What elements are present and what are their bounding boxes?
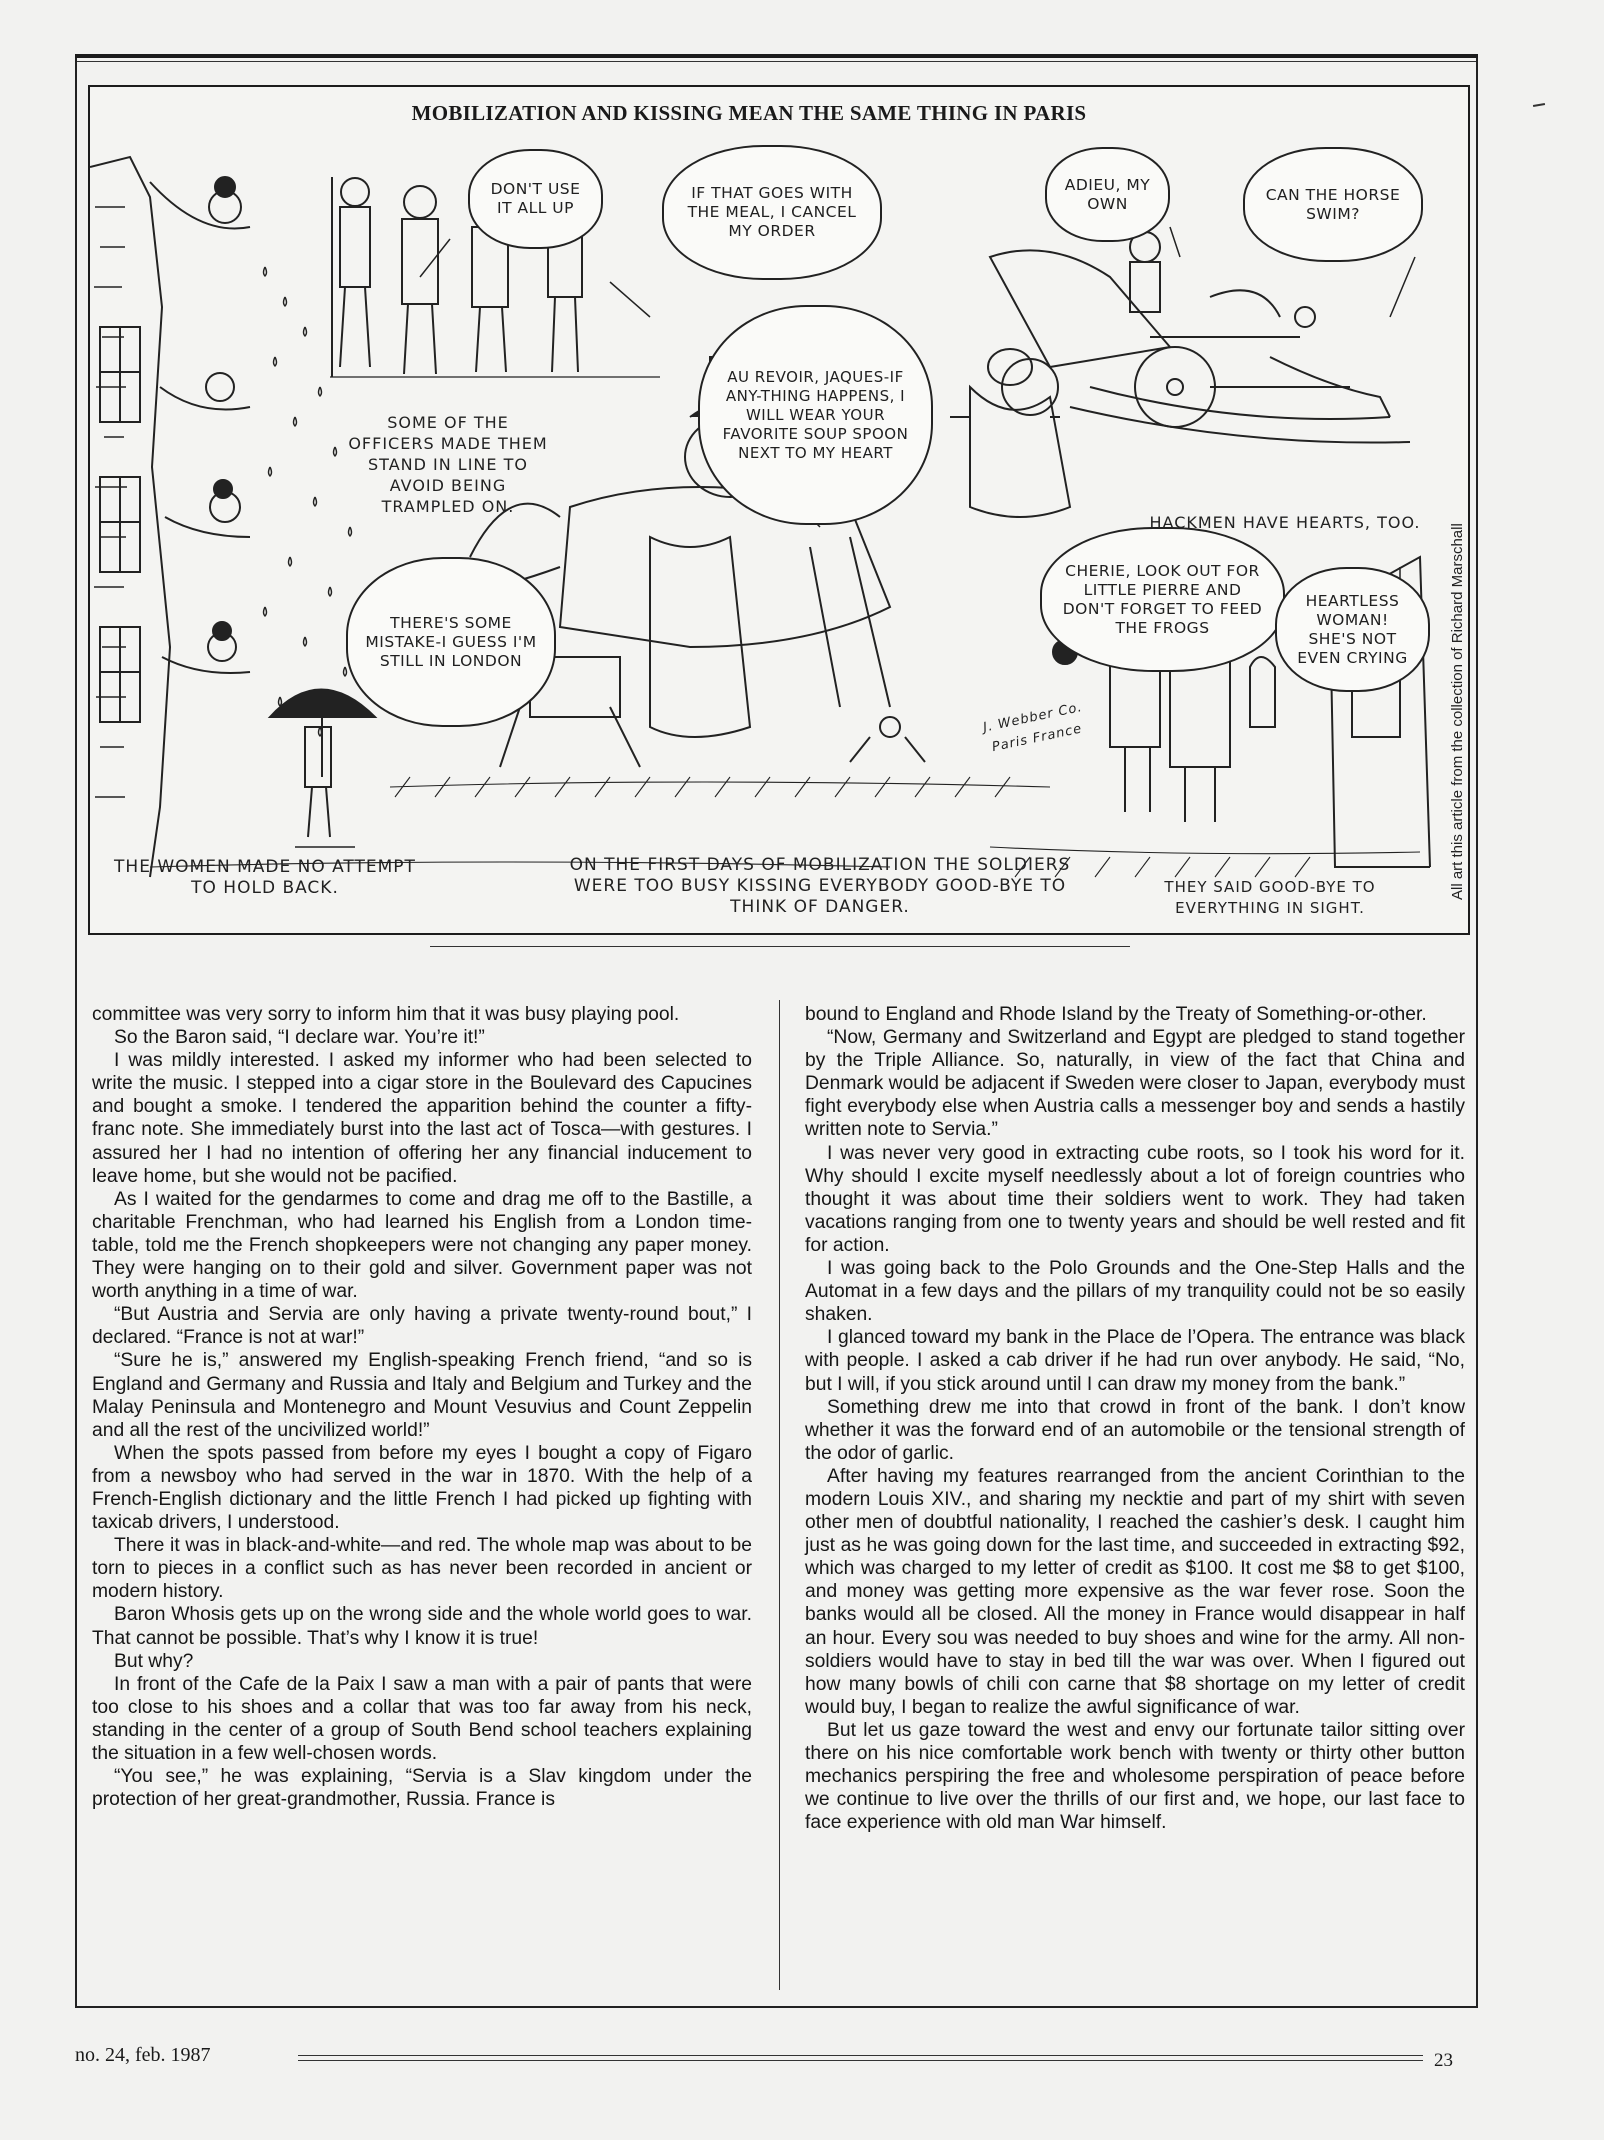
paragraph: “You see,” he was explaining, “Servia is a Slav kingdom under the protection of her great-grandmother, Russia. France is [92, 1766, 752, 1811]
tear-drops [264, 267, 352, 736]
paragraph: So the Baron said, “I declare war. You’re it!” [114, 1027, 485, 1049]
footer-rule [298, 2055, 1423, 2056]
caption-hackmen: HACKMEN HAVE HEARTS, TOO. [1149, 513, 1421, 532]
bubble-mistake: THERE'S SOME MISTAKE-I GUESS I'M STILL IN LONDON [346, 557, 556, 727]
caption-good-bye: THEY SAID GOOD-BYE TO EVERYTHING IN SIGHT. [1164, 878, 1376, 917]
paragraph: When the spots passed from before my eyes I bought a copy of Figaro from a newsboy who had served in the war in 1870. With the help of a French-English dictionary and the little French I had picked up fighting with taxicab drivers, I understood. [92, 1442, 752, 1534]
issue-info: no. 24, feb. 1987 [75, 2044, 211, 2066]
cartoon-illustration [88, 85, 1470, 935]
paragraph: “But Austria and Servia are only having a private twenty-round bout,” I declared. “France is not at war!” [92, 1304, 752, 1349]
footer-rule-thin [298, 2060, 1423, 2061]
paragraph: After having my features rearranged from the ancient Corinthian to the modern Louis XIV., and sharing my necktie and part of my shirt with seven other men of doubtful nationality, I reached the cashier’s desk. I caught him just as he was going down for the last time, and succeeded in extracting $92, which was charged to my letter of credit as $100. It cost me $8 to get $100, and money was getting more expensive as the war fever rose. Soon the banks would all be closed. All the money in France would disappear in half an hour. Every sou was needed to buy shoes and wine for the army. All non-soldiers would have to stay in bed till the war was over. When I figured out how many bowls of chili con carne that $8 shortage on my letter of credit would buy, I began to realize the awful significance of war. [805, 1465, 1465, 1718]
paragraph: I was never very good in extracting cube roots, so I took his word for it. Why should I excite myself needlessly about a lot of foreign countries who thought it was about time their soldiers went to work. They had taken vacations ranging from one to twenty years and should be well rested and fit for action. [805, 1142, 1465, 1256]
artist-signature: J. Webber Co. Paris France [981, 699, 1084, 756]
page-number: 23 [1434, 2050, 1453, 2071]
paragraph: committee was very sorry to inform him that it was busy playing pool. [92, 1004, 680, 1025]
margin-mark [1533, 103, 1545, 107]
bubble-dont-use: DON'T USE IT ALL UP [468, 149, 603, 249]
caption-first-days: ON THE FIRST DAYS OF MOBILIZATION THE SOLDIERS WERE TOO BUSY KISSING EVERYBODY GOOD-BYE TO THINK OF DANGER. [569, 855, 1071, 917]
separator-rule [430, 946, 1130, 947]
paragraph: I was mildly interested. I asked my informer who had been selected to write the music. I stepped into a cigar store in the Boulevard des Capucines and bought a smoke. I tendered the apparition behind the counter a fifty-franc note. She immediately burst into the last act of Tosca—with gestures. I assured her I had no intention of offering her any financial inducement to leave home, but she would not be pacified. [92, 1050, 752, 1187]
paragraph: Baron Whosis gets up on the wrong side and the whole world goes to war. That cannot be possible. That’s why I know it is true! [92, 1604, 752, 1649]
bubble-au-revoir: AU REVOIR, JAQUES-IF ANY-THING HAPPENS, I WILL WEAR YOUR FAVORITE SOUP SPOON NEXT TO MY HEART [698, 305, 933, 525]
paragraph: As I waited for the gendarmes to come and drag me off to the Bastille, a charitable Frenchman, who had learned his English from a London time-table, told me the French shopkeepers were not changing any paper money. They were hanging on to their gold and silver. Government paper was not worth anything in a time of war. [92, 1188, 752, 1303]
paragraph: There it was in black-and-white—and red. The whole map was about to be torn to pieces in a conflict such as has never been recorded in ancient or modern history. [92, 1535, 752, 1603]
bubble-adieu: ADIEU, MY OWN [1045, 147, 1170, 242]
caption-women: THE WOMEN MADE NO ATTEMPT TO HOLD BACK. [114, 857, 416, 898]
article-column-left [92, 1003, 752, 1811]
paragraph: “Now, Germany and Switzerland and Egypt are pledged to stand together by the Triple Alliance. So, naturally, in view of the fact that China and Denmark would be adjacent if Sweden were closer to Japan, everybody must fight everybody else when Austria calls a messenger boy and sends a hastily written note to Servia.” [805, 1027, 1465, 1141]
paragraph: I glanced toward my bank in the Place de l’Opera. The entrance was black with people. I asked a cab driver if he had run over anybody. He said, “No, but I will, if you stick around until I can draw my money from the bank.” [805, 1327, 1465, 1395]
bubble-horse: CAN THE HORSE SWIM? [1243, 147, 1423, 262]
bubble-cherie: CHERIE, LOOK OUT FOR LITTLE PIERRE AND DON'T FORGET TO FEED THE FROGS [1040, 527, 1285, 672]
paragraph: bound to England and Rhode Island by the Treaty of Something-or-other. [805, 1004, 1427, 1025]
column-divider [779, 1000, 780, 1990]
paragraph: But why? [114, 1650, 194, 1672]
article-column-right [805, 1003, 1465, 1834]
paragraph: In front of the Cafe de la Paix I saw a man with a pair of pants that were too close to his shoes and a collar that was too far away from his neck, standing in the center of a group of South Bend school teachers explaining the situation in a few well-chosen words. [92, 1673, 752, 1764]
paragraph: I was going back to the Polo Grounds and the One-Step Halls and the Automat in a few days and the pillars of my tranquility could not be so easily shaken. [805, 1258, 1465, 1326]
paragraph: Something drew me into that crowd in front of the bank. I don’t know whether it was the forward end of an automobile or the tensional strength of the odor of garlic. [805, 1396, 1465, 1464]
paragraph: But let us gaze toward the west and envy our fortunate tailor sitting over there on his nice comfortable work bench with twenty or thirty other button mechanics perspiring the free and wholesome perspiration of peace before we continue to live over the thrills of our first and, we hope, our last face to face experience with old man War himself. [805, 1719, 1465, 1834]
bubble-heartless: HEARTLESS WOMAN! SHE'S NOT EVEN CRYING [1275, 567, 1430, 692]
art-credit: All art this article from the collection of Richard Marschall [1449, 523, 1466, 900]
caption-officers: SOME OF THE OFFICERS MADE THEM STAND IN LINE TO AVOID BEING TRAMPLED ON. [348, 413, 548, 516]
building-bricks [94, 207, 127, 797]
cartoon-title: MOBILIZATION AND KISSING MEAN THE SAME THING IN PARIS [411, 101, 1087, 125]
building-wall-edge [90, 157, 170, 877]
bubble-meal: IF THAT GOES WITH THE MEAL, I CANCEL MY ORDER [662, 145, 882, 280]
umbrella-man [270, 690, 375, 848]
background-couple [950, 349, 1070, 517]
paragraph: “Sure he is,” answered my English-speaking French friend, “and so is England and Germany and Russia and Italy and Belgium and Turkey and the Malay Peninsula and Montenegro and Mount Vesuvius and Count Zeppelin and all the rest of the uncivilized world!” [92, 1350, 752, 1441]
